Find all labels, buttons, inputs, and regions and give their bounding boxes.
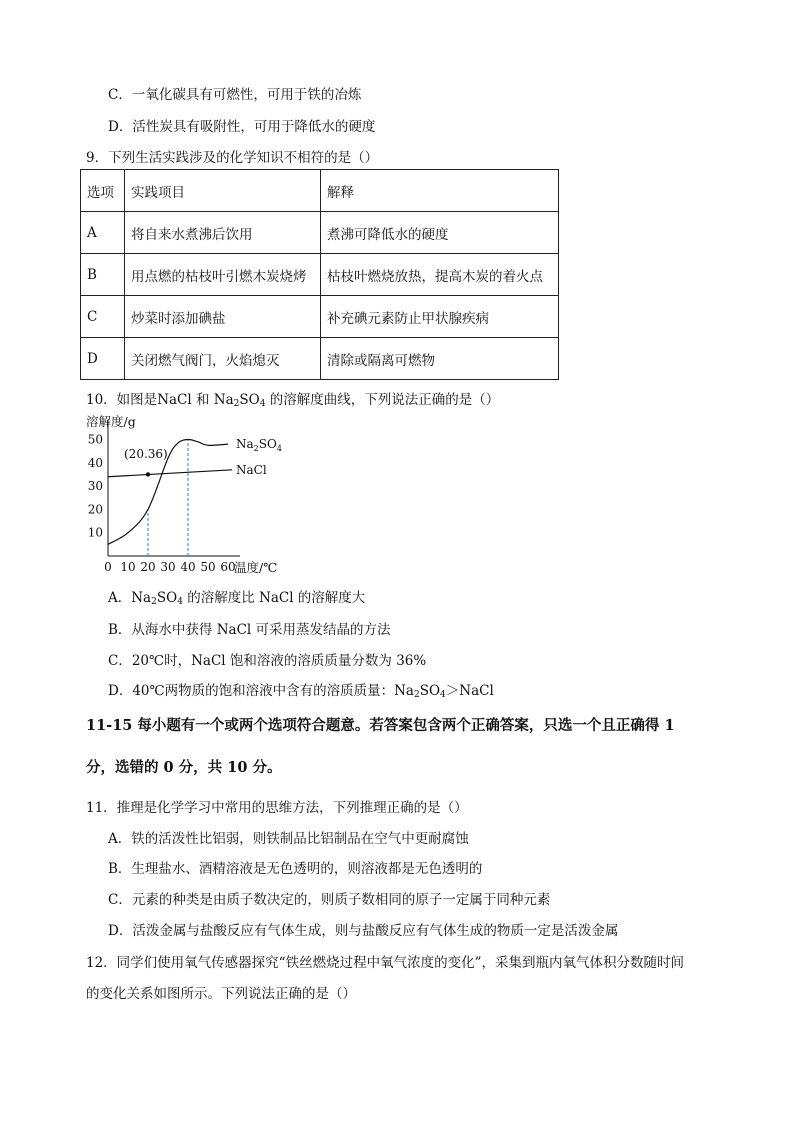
section-instructions-line1: 11-15 每小题有一个或两个选项符合题意。若答案包含两个正确答案，只选一个且正确得 1 (86, 717, 675, 734)
q11-stem: 11．推理是化学学习中常用的思维方法，下列推理正确的是（） (86, 800, 468, 816)
q10-option-b: B．从海水中获得 NaCl 可采用蒸发结晶的方法 (108, 622, 391, 638)
x-tick-label: 10 (120, 560, 136, 574)
table-row (81, 254, 559, 296)
q10-option-a: A．$Na_2SO_4$ 的溶解度比 NaCl 的溶解度大 (108, 590, 366, 607)
table-cell: 用点燃的枯枝叶引燃木炭烧烤 (125, 254, 321, 296)
section-instructions-line2: 分，选错的 0 分，共 10 分。 (86, 759, 282, 776)
table-row (81, 212, 559, 254)
y-tick-label: 20 (87, 502, 103, 517)
q11-option-d: D．活泼金属与盐酸反应有气体生成，则与盐酸反应有气体生成的物质一定是活泼金属 (108, 923, 619, 939)
q10-option-c: C．20℃时，NaCl 饱和溶液的溶质质量分数为 36% (108, 653, 427, 669)
y-axis-label: 溶解度/g (86, 414, 136, 429)
x-axis-label: 温度/℃ (234, 560, 278, 575)
q11-option-c: C．元素的种类是由质子数决定的，则质子数相同的原子一定属于同种元素 (108, 892, 551, 908)
y-tick-label: 10 (87, 525, 103, 540)
x-tick-label: 50 (200, 560, 216, 574)
q10-option-d: D．40℃两物质的饱和溶液中含有的溶质质量：$Na_2SO_4>NaCl$ (108, 683, 494, 700)
q8-option-d: D．活性炭具有吸附性，可用于降低水的硬度 (108, 119, 376, 135)
table-cell: A (81, 212, 125, 254)
table-header-row (81, 170, 559, 212)
series-label-nacl: NaCl (236, 462, 267, 477)
x-tick-label: 0 (104, 560, 112, 574)
table-header-cell: 实践项目 (125, 170, 321, 212)
table-cell: 补充碘元素防止甲状腺疾病 (321, 296, 559, 338)
solubility-chart (86, 410, 306, 582)
q11-option-b: B．生理盐水、酒精溶液是无色透明的，则溶液都是无色透明的 (108, 861, 483, 877)
table-cell: 枯枝叶燃烧放热，提高木炭的着火点 (321, 254, 559, 296)
q9-stem: 9．下列生活实践涉及的化学知识不相符的是（） (86, 150, 379, 166)
table-header-cell: 解释 (321, 170, 559, 212)
table-cell: C (81, 296, 125, 338)
table-cell: 煮沸可降低水的硬度 (321, 212, 559, 254)
q12-stem-line1: 12．同学们使用氧气传感器探究“铁丝燃烧过程中氧气浓度的变化”，采集到瓶内氧气体积分数随时间 (86, 955, 684, 971)
x-tick-label: 60 (220, 560, 236, 574)
q11-option-a: A．铁的活泼性比铝弱，则铁制品比铝制品在空气中更耐腐蚀 (108, 831, 469, 847)
x-tick-label: 40 (180, 560, 196, 574)
y-tick-label: 40 (87, 455, 103, 470)
table-cell: 清除或隔离可燃物 (321, 338, 559, 380)
intersection-point (146, 472, 150, 476)
q9-table (80, 169, 559, 380)
q10-stem: 10．如图是NaCl 和 $Na_2SO_4$ 的溶解度曲线，下列说法正确的是（） (86, 392, 500, 409)
table-cell: 关闭燃气阀门，火焰熄灭 (125, 338, 321, 380)
y-tick-label: 30 (87, 479, 103, 494)
table-header-cell: 选项 (81, 170, 125, 212)
x-tick-label: 30 (160, 560, 176, 574)
series-line-nacl (108, 470, 232, 477)
table-row (81, 296, 559, 338)
y-tick-label: 50 (87, 432, 103, 447)
intersection-annotation: (20.36) (124, 447, 168, 462)
table-cell: D (81, 338, 125, 380)
q12-stem-line2: 的变化关系如图所示。下列说法正确的是（） (86, 986, 356, 1002)
table-cell: B (81, 254, 125, 296)
q8-option-c: C．一氧化碳具有可燃性，可用于铁的冶炼 (108, 87, 362, 103)
table-cell: 将自来水煮沸后饮用 (125, 212, 321, 254)
table-cell: 炒菜时添加碘盐 (125, 296, 321, 338)
table-row (81, 338, 559, 380)
series-label-na2so4: $Na_2SO_4$ (236, 437, 282, 454)
x-tick-label: 20 (140, 560, 156, 574)
